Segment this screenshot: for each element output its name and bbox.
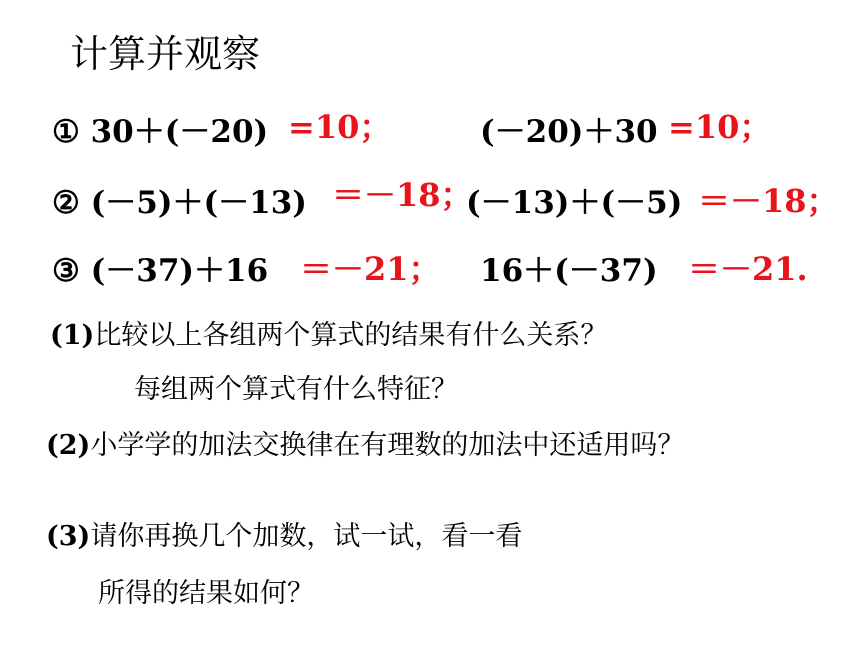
question-2-text: 小学学的加法交换律在有理数的加法中还适用吗？ <box>90 430 685 461</box>
question-3-text: 请你再换几个加数，试一试，看一看 <box>90 521 523 552</box>
row-3-right-answer: ＝－21. <box>688 250 808 288</box>
question-1-text: 比较以上各组两个算式的结果有什么关系？ <box>94 320 608 351</box>
question-1-number: (1) <box>50 320 95 351</box>
question-3-continuation: 所得的结果如何？ <box>98 578 314 609</box>
question-3-number: (3) <box>46 521 91 552</box>
question-2-number: (2) <box>46 430 91 461</box>
row-2-left-answer: ＝－18； <box>332 176 473 214</box>
row-1-left-answer: =10； <box>288 108 392 146</box>
question-2 <box>46 428 684 464</box>
row-1-right-expression: (－20)＋30 <box>480 114 658 150</box>
row-3-left-expression: ③ (－37)＋16 <box>52 253 269 289</box>
row-3-left-answer: ＝－21； <box>300 250 441 288</box>
question-1 <box>50 318 607 354</box>
row-2-right-expression: (－13)＋(－5) <box>466 185 683 221</box>
page-title: 计算并观察 <box>70 32 261 76</box>
row-2-right-answer: ＝－18； <box>698 182 839 220</box>
row-1-left-expression: ① 30＋(－20) <box>52 114 269 150</box>
question-1-continuation: 每组两个算式有什么特征？ <box>134 374 458 405</box>
row-1-right-answer: =10； <box>668 108 772 146</box>
row-3-right-expression: 16＋(－37) <box>480 253 658 289</box>
question-3 <box>46 519 522 555</box>
row-2-left-expression: ② (－5)＋(－13) <box>52 185 307 221</box>
